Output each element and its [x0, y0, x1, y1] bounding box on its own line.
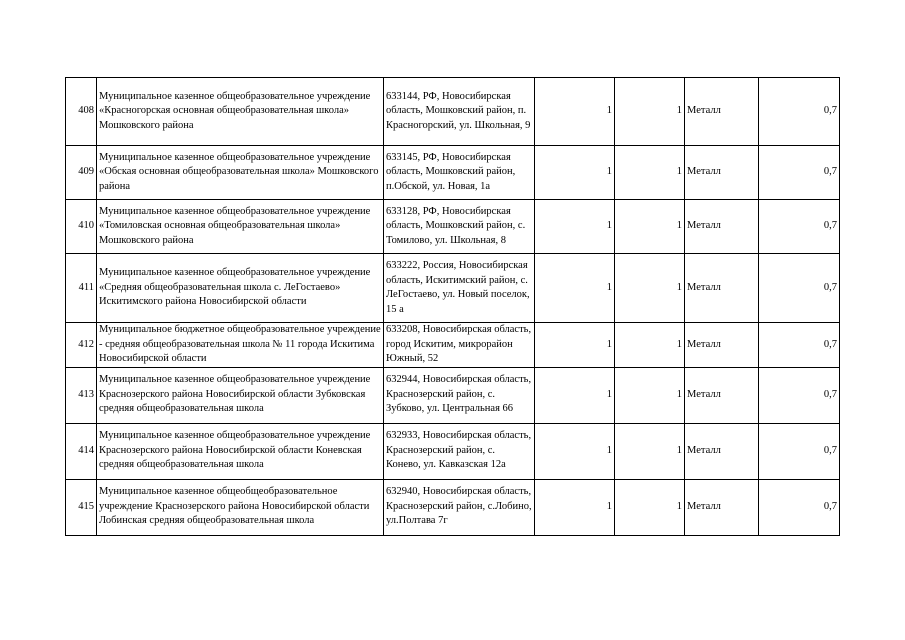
material: Металл — [685, 146, 759, 200]
material: Металл — [685, 367, 759, 423]
row-number: 410 — [66, 200, 97, 254]
material: Металл — [685, 479, 759, 535]
quantity-2: 1 — [615, 423, 685, 479]
row-number: 415 — [66, 479, 97, 535]
schools-table — [65, 77, 840, 536]
quantity-1: 1 — [535, 479, 615, 535]
row-number: 409 — [66, 146, 97, 200]
institution-address: 632944, Новосибирская область, Краснозерский район, с. Зубково, ул. Центральная 66 — [384, 367, 535, 423]
table-row — [66, 146, 840, 200]
quantity-2: 1 — [615, 200, 685, 254]
material: Металл — [685, 423, 759, 479]
institution-address: 633144, РФ, Новосибирская область, Мошковский район, п. Красногорский, ул. Школьная, 9 — [384, 78, 535, 146]
material: Металл — [685, 254, 759, 323]
material: Металл — [685, 323, 759, 368]
institution-address: 633128, РФ, Новосибирская область, Мошковский район, с. Томилово, ул. Школьная, 8 — [384, 200, 535, 254]
table-row — [66, 200, 840, 254]
table-row — [66, 423, 840, 479]
quantity-1: 1 — [535, 423, 615, 479]
volume: 0,7 — [759, 479, 840, 535]
quantity-1: 1 — [535, 200, 615, 254]
volume: 0,7 — [759, 146, 840, 200]
institution-name: Муниципальное казенное общеобразовательное учреждение «Средняя общеобразовательная школа с. ЛеГостаево» Искитимского района Новосибирской области — [97, 254, 384, 323]
volume: 0,7 — [759, 78, 840, 146]
row-number: 413 — [66, 367, 97, 423]
institution-address: 632933, Новосибирская область, Краснозерский район, с. Конево, ул. Кавказская 12а — [384, 423, 535, 479]
quantity-2: 1 — [615, 78, 685, 146]
quantity-1: 1 — [535, 146, 615, 200]
institution-name: Муниципальное казенное общеобразовательное учреждение «Обская основная общеобразовательная школа» Мошковского района — [97, 146, 384, 200]
table-row — [66, 78, 840, 146]
row-number: 411 — [66, 254, 97, 323]
volume: 0,7 — [759, 323, 840, 368]
volume: 0,7 — [759, 423, 840, 479]
institution-name: Муниципальное бюджетное общеобразовательное учреждение - средняя общеобразовательная школа № 11 города Искитима Новосибирской области — [97, 323, 384, 368]
institution-name: Муниципальное казенное общеобразовательное учреждение «Красногорская основная общеобразовательная школа» Мошковского района — [97, 78, 384, 146]
table-row — [66, 254, 840, 323]
quantity-2: 1 — [615, 323, 685, 368]
row-number: 412 — [66, 323, 97, 368]
table-row — [66, 479, 840, 535]
quantity-2: 1 — [615, 479, 685, 535]
quantity-2: 1 — [615, 254, 685, 323]
institution-address: 632940, Новосибирская область, Краснозерский район, с.Лобино, ул.Полтава 7г — [384, 479, 535, 535]
institution-address: 633145, РФ, Новосибирская область, Мошковский район, п.Обской, ул. Новая, 1а — [384, 146, 535, 200]
institution-name: Муниципальное казенное общеобразовательное учреждение «Томиловская основная общеобразовательная школа» Мошковского района — [97, 200, 384, 254]
volume: 0,7 — [759, 254, 840, 323]
table-row — [66, 367, 840, 423]
institution-name: Муниципальное казенное общеобразовательное учреждение Краснозерского района Новосибирской области Зубковская средняя общеобразовательная школа — [97, 367, 384, 423]
material: Металл — [685, 200, 759, 254]
institution-name: Муниципальное казенное общеобразовательное учреждение Краснозерского района Новосибирской области Коневская средняя общеобразовательная школа — [97, 423, 384, 479]
quantity-1: 1 — [535, 78, 615, 146]
quantity-2: 1 — [615, 367, 685, 423]
volume: 0,7 — [759, 367, 840, 423]
quantity-1: 1 — [535, 323, 615, 368]
row-number: 408 — [66, 78, 97, 146]
quantity-2: 1 — [615, 146, 685, 200]
quantity-1: 1 — [535, 254, 615, 323]
institution-name: Муниципальное казенное общеобщеобразовательное учреждение Краснозерского района Новосибирской области Лобинская средняя общеобразовательная школа — [97, 479, 384, 535]
material: Металл — [685, 78, 759, 146]
institution-address: 633208, Новосибирская область, город Искитим, микрорайон Южный, 52 — [384, 323, 535, 368]
quantity-1: 1 — [535, 367, 615, 423]
table-row — [66, 323, 840, 368]
row-number: 414 — [66, 423, 97, 479]
institution-address: 633222, Россия, Новосибирская область, Искитимский район, с. ЛеГостаево, ул. Новый поселок, 15 а — [384, 254, 535, 323]
volume: 0,7 — [759, 200, 840, 254]
